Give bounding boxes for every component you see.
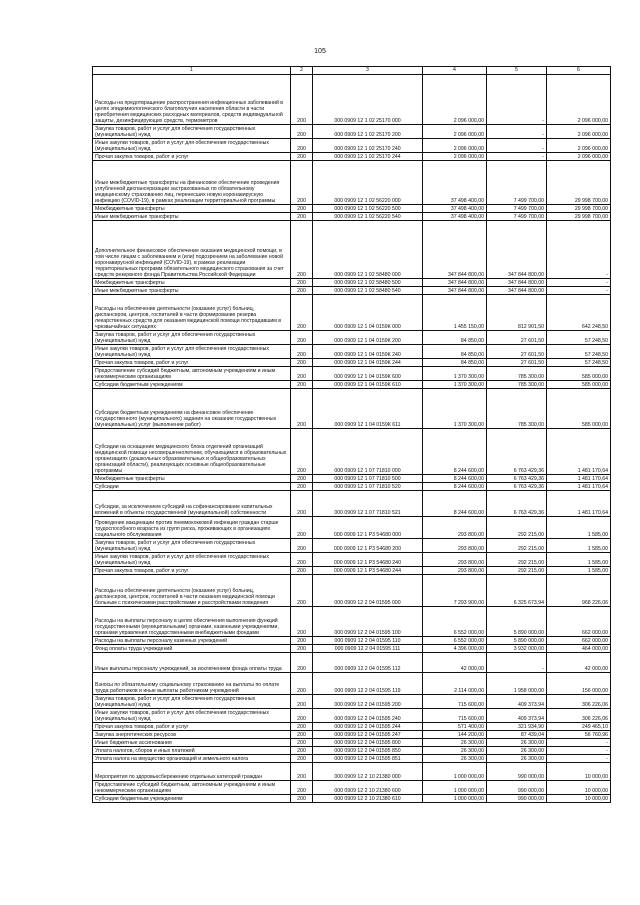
row-executed-cell: 292 215,00: [487, 539, 547, 553]
column-header: 1: [93, 67, 291, 75]
table-row: [93, 359, 611, 367]
table-row: [93, 139, 611, 153]
row-name-cell: Межбюджетные трансферты: [93, 205, 291, 213]
row-executed-cell: 7 499 700,00: [487, 205, 547, 213]
row-remainder-cell: 1 481 170,64: [547, 491, 611, 517]
row-name-cell: Расходы на выплаты персоналу в целях обеспечения выполнения функций государственными (муниципальными) органами, казенными учреждениями, органами управления государственными внебюджетными фондами: [93, 607, 291, 637]
row-executed-cell: 5 890 000,00: [487, 637, 547, 645]
row-code-cell: 200: [291, 539, 313, 553]
row-code-cell: 200: [291, 381, 313, 389]
row-kbk-cell: 000 0909 12 1 04 0159К 600: [313, 367, 423, 381]
table-body: [93, 75, 611, 803]
row-name-cell: Иные закупки товаров, работ и услуг для обеспечения государственных (муниципальных) нужд: [93, 553, 291, 567]
table-row: [93, 739, 611, 747]
row-remainder-cell: 1 481 170,64: [547, 475, 611, 483]
row-executed-cell: 5 890 000,00: [487, 607, 547, 637]
row-executed-cell: 6 763 429,36: [487, 429, 547, 475]
table-row: [93, 709, 611, 723]
row-code-cell: 200: [291, 359, 313, 367]
row-amount-cell: 8 244 600,00: [423, 429, 487, 475]
row-code-cell: 200: [291, 139, 313, 153]
table-row: [93, 517, 611, 539]
row-amount-cell: 8 244 600,00: [423, 475, 487, 483]
table-row: [93, 539, 611, 553]
row-code-cell: 200: [291, 731, 313, 739]
row-executed-cell: 87 439,04: [487, 731, 547, 739]
table-row: [93, 491, 611, 517]
row-name-cell: Иные бюджетные ассигнования: [93, 739, 291, 747]
row-name-cell: Проведение вакцинации против пневмококковой инфекции граждан старше трудоспособного возраста из групп риска, проживающих в организациях социального обслуживания: [93, 517, 291, 539]
row-kbk-cell: 000 0909 12 2 04 01595 200: [313, 695, 423, 709]
row-remainder-cell: 585 000,00: [547, 389, 611, 429]
row-amount-cell: 2 096 000,00: [423, 139, 487, 153]
row-name-cell: Расходы на предотвращение распространения инфекционных заболеваний в целях эпидемиологического благополучия населения области в части приобретения медицинских расходных материалов, средств индивидуальной защиты, дезинфицирующих средств, термометров: [93, 75, 291, 125]
row-executed-cell: 785 300,00: [487, 367, 547, 381]
table-row: [93, 221, 611, 279]
table-row: [93, 763, 611, 781]
row-amount-cell: 42 000,00: [423, 653, 487, 673]
table-row: [93, 483, 611, 491]
row-executed-cell: 7 499 700,00: [487, 213, 547, 221]
row-amount-cell: 6 552 000,00: [423, 607, 487, 637]
row-executed-cell: 3 932 000,00: [487, 645, 547, 653]
table-row: [93, 153, 611, 161]
row-remainder-cell: -: [547, 739, 611, 747]
row-executed-cell: -: [487, 153, 547, 161]
row-code-cell: 200: [291, 75, 313, 125]
row-remainder-cell: 968 226,06: [547, 575, 611, 607]
row-kbk-cell: 000 0909 12 1 07 71810 500: [313, 475, 423, 483]
row-kbk-cell: 000 0909 12 1 P3 54680 000: [313, 517, 423, 539]
row-amount-cell: 293 800,00: [423, 517, 487, 539]
row-executed-cell: 26 300,00: [487, 739, 547, 747]
row-code-cell: 200: [291, 607, 313, 637]
row-amount-cell: 571 400,00: [423, 723, 487, 731]
row-name-cell: Иные межбюджетные трансферты: [93, 213, 291, 221]
row-name-cell: Уплата налога на имущество организаций и земельного налога: [93, 755, 291, 763]
row-remainder-cell: 56 760,96: [547, 731, 611, 739]
row-kbk-cell: 000 0909 12 1 P3 54680 200: [313, 539, 423, 553]
column-header: 6: [547, 67, 611, 75]
row-code-cell: 200: [291, 795, 313, 803]
page-number: 105: [314, 48, 326, 55]
row-kbk-cell: 000 0909 12 1 02 58480 500: [313, 279, 423, 287]
row-remainder-cell: 57 248,50: [547, 331, 611, 345]
row-kbk-cell: 000 0909 12 1 02 25170 000: [313, 75, 423, 125]
row-executed-cell: 347 844 800,00: [487, 287, 547, 295]
row-kbk-cell: 000 0909 12 2 04 01595 112: [313, 653, 423, 673]
row-remainder-cell: 585 000,00: [547, 381, 611, 389]
row-remainder-cell: 306 226,06: [547, 709, 611, 723]
row-remainder-cell: -: [547, 221, 611, 279]
table-row: [93, 367, 611, 381]
row-amount-cell: 347 844 800,00: [423, 287, 487, 295]
row-kbk-cell: 000 0909 12 2 04 01595 850: [313, 747, 423, 755]
row-remainder-cell: 1 481 170,64: [547, 429, 611, 475]
row-remainder-cell: 10 000,00: [547, 795, 611, 803]
row-name-cell: Закупка товаров, работ и услуг для обеспечения государственных (муниципальных) нужд: [93, 125, 291, 139]
row-name-cell: Предоставление субсидий бюджетным, автономным учреждениям и иным некоммерческим организациям: [93, 367, 291, 381]
table-row: [93, 161, 611, 205]
row-amount-cell: 4 396 000,00: [423, 645, 487, 653]
row-amount-cell: 84 850,00: [423, 331, 487, 345]
row-amount-cell: 26 300,00: [423, 755, 487, 763]
row-remainder-cell: -: [547, 747, 611, 755]
row-executed-cell: 292 215,00: [487, 517, 547, 539]
row-remainder-cell: 57 248,50: [547, 359, 611, 367]
row-amount-cell: 1 000 000,00: [423, 781, 487, 795]
row-remainder-cell: 1 481 170,64: [547, 483, 611, 491]
row-executed-cell: 26 300,00: [487, 755, 547, 763]
row-name-cell: Прочая закупка товаров, работ и услуг: [93, 359, 291, 367]
row-name-cell: Субсидии бюджетным учреждениям: [93, 795, 291, 803]
row-amount-cell: 26 300,00: [423, 739, 487, 747]
row-name-cell: Прочая закупка товаров, работ и услуг: [93, 153, 291, 161]
table-row: [93, 673, 611, 695]
table-row: [93, 213, 611, 221]
row-amount-cell: 2 114 000,00: [423, 673, 487, 695]
row-executed-cell: 321 934,90: [487, 723, 547, 731]
row-code-cell: 200: [291, 637, 313, 645]
row-remainder-cell: 29 998 700,00: [547, 205, 611, 213]
row-kbk-cell: 000 0909 12 1 07 71810 520: [313, 483, 423, 491]
table-row: [93, 287, 611, 295]
row-code-cell: 200: [291, 747, 313, 755]
row-name-cell: Межбюджетные трансферты: [93, 475, 291, 483]
row-kbk-cell: 000 0909 12 1 04 0159К 240: [313, 345, 423, 359]
row-remainder-cell: 585 000,00: [547, 367, 611, 381]
row-code-cell: 200: [291, 653, 313, 673]
row-amount-cell: 2 096 000,00: [423, 125, 487, 139]
row-remainder-cell: -: [547, 287, 611, 295]
row-code-cell: 200: [291, 483, 313, 491]
row-remainder-cell: 306 226,06: [547, 695, 611, 709]
row-code-cell: 200: [291, 153, 313, 161]
row-executed-cell: 990 000,00: [487, 763, 547, 781]
table-row: [93, 747, 611, 755]
row-kbk-cell: 000 0909 12 1 02 58480 540: [313, 287, 423, 295]
row-code-cell: 200: [291, 763, 313, 781]
row-amount-cell: 1 370 300,00: [423, 367, 487, 381]
row-executed-cell: 6 325 673,94: [487, 575, 547, 607]
row-kbk-cell: 000 0909 12 2 04 01595 111: [313, 645, 423, 653]
row-code-cell: 200: [291, 695, 313, 709]
table-row: [93, 795, 611, 803]
row-code-cell: 200: [291, 739, 313, 747]
row-executed-cell: 6 763 429,36: [487, 483, 547, 491]
table-row: [93, 475, 611, 483]
row-remainder-cell: 1 585,00: [547, 567, 611, 575]
table-row: [93, 553, 611, 567]
row-code-cell: 200: [291, 491, 313, 517]
row-executed-cell: 785 300,00: [487, 389, 547, 429]
row-remainder-cell: 2 096 000,00: [547, 125, 611, 139]
row-name-cell: Прочая закупка товаров, работ и услуг: [93, 567, 291, 575]
table-row: [93, 695, 611, 709]
column-header: 4: [423, 67, 487, 75]
row-remainder-cell: 2 096 000,00: [547, 139, 611, 153]
row-amount-cell: 144 200,00: [423, 731, 487, 739]
row-amount-cell: 293 800,00: [423, 553, 487, 567]
table-row: [93, 755, 611, 763]
table-row: [93, 723, 611, 731]
table-row: [93, 637, 611, 645]
row-code-cell: 200: [291, 567, 313, 575]
row-remainder-cell: 29 998 700,00: [547, 213, 611, 221]
row-kbk-cell: 000 0909 12 1 04 0159К 000: [313, 295, 423, 331]
budget-table: [92, 66, 611, 803]
row-kbk-cell: 000 0909 12 2 04 01595 110: [313, 637, 423, 645]
row-name-cell: Закупка энергетических ресурсов: [93, 731, 291, 739]
row-remainder-cell: -: [547, 279, 611, 287]
row-name-cell: Расходы на обеспечение деятельности (оказание услуг) больниц, диспансеров, центров, госпиталей в части формирование резерва лекарственных средств для оказания медицинской помощи пострадавшим в чрезвычайных ситуациях: [93, 295, 291, 331]
row-remainder-cell: 1 585,00: [547, 517, 611, 539]
row-remainder-cell: 29 998 700,00: [547, 161, 611, 205]
row-amount-cell: 37 498 400,00: [423, 213, 487, 221]
table-row: [93, 429, 611, 475]
row-name-cell: Предоставление субсидий бюджетным, автономным учреждениям и иным некоммерческим организациям: [93, 781, 291, 795]
row-code-cell: 200: [291, 221, 313, 279]
row-name-cell: Субсидии: [93, 483, 291, 491]
row-amount-cell: 84 850,00: [423, 359, 487, 367]
row-executed-cell: -: [487, 125, 547, 139]
row-name-cell: Иные межбюджетные трансферты: [93, 287, 291, 295]
row-name-cell: Субсидии бюджетным учреждениям на финансовое обеспечение государственного (муниципального) задания на оказание государственных (муниципальных) услуг (выполнение работ): [93, 389, 291, 429]
row-code-cell: 200: [291, 331, 313, 345]
row-code-cell: 200: [291, 367, 313, 381]
row-amount-cell: 2 096 000,00: [423, 153, 487, 161]
row-amount-cell: 293 800,00: [423, 539, 487, 553]
row-executed-cell: 1 958 000,00: [487, 673, 547, 695]
table-row: [93, 575, 611, 607]
row-executed-cell: 785 300,00: [487, 381, 547, 389]
row-executed-cell: 26 300,00: [487, 747, 547, 755]
row-amount-cell: 715 600,00: [423, 709, 487, 723]
row-kbk-cell: 000 0909 12 2 10 21380 000: [313, 763, 423, 781]
row-kbk-cell: 000 0909 12 1 04 0159К 611: [313, 389, 423, 429]
row-name-cell: Закупка товаров, работ и услуг для обеспечения государственных (муниципальных) нужд: [93, 695, 291, 709]
row-amount-cell: 1 370 300,00: [423, 381, 487, 389]
row-amount-cell: 8 244 600,00: [423, 483, 487, 491]
row-executed-cell: 990 000,00: [487, 795, 547, 803]
row-remainder-cell: 2 096 000,00: [547, 75, 611, 125]
row-amount-cell: 1 370 300,00: [423, 389, 487, 429]
row-code-cell: 200: [291, 755, 313, 763]
row-name-cell: Фонд оплаты труда учреждений: [93, 645, 291, 653]
row-executed-cell: 6 763 429,36: [487, 475, 547, 483]
table-row: [93, 567, 611, 575]
row-remainder-cell: 1 585,00: [547, 553, 611, 567]
row-name-cell: Субсидии бюджетным учреждениям: [93, 381, 291, 389]
row-kbk-cell: 000 0909 12 1 02 25170 200: [313, 125, 423, 139]
row-name-cell: Дополнительное финансовое обеспечение оказания медицинской помощи, в том числе лицам с заболеванием и (или) подозрением на заболевание новой коронавирусной инфекцией (COVID-19), в рамках реализации территориальных программ обязательного медицинского страхования за счет средств резервного фонда Правительства Российской Федерации: [93, 221, 291, 279]
row-code-cell: 200: [291, 161, 313, 205]
table-row: [93, 653, 611, 673]
row-name-cell: Прочая закупка товаров, работ и услуг: [93, 723, 291, 731]
table-row: [93, 279, 611, 287]
row-kbk-cell: 000 0909 12 2 04 01595 000: [313, 575, 423, 607]
row-kbk-cell: 000 0909 12 1 P3 54680 240: [313, 553, 423, 567]
row-name-cell: Взносы по обязательному социальному страхованию на выплаты по оплате труда работников и иные выплаты работникам учреждений: [93, 673, 291, 695]
row-name-cell: Иные закупки товаров, работ и услуг для обеспечения государственных (муниципальных) нужд: [93, 139, 291, 153]
row-kbk-cell: 000 0909 12 2 04 01595 100: [313, 607, 423, 637]
row-amount-cell: 37 498 400,00: [423, 205, 487, 213]
table-row: [93, 295, 611, 331]
row-kbk-cell: 000 0909 12 1 02 56220 540: [313, 213, 423, 221]
row-executed-cell: -: [487, 75, 547, 125]
row-name-cell: Расходы на выплаты персоналу казенных учреждений: [93, 637, 291, 645]
row-executed-cell: 812 901,50: [487, 295, 547, 331]
row-kbk-cell: 000 0909 12 1 07 71810 521: [313, 491, 423, 517]
row-remainder-cell: 662 000,00: [547, 607, 611, 637]
row-executed-cell: 347 844 800,00: [487, 279, 547, 287]
table-row: [93, 75, 611, 125]
row-name-cell: Расходы на обеспечение деятельности (оказание услуг) больниц, диспансеров, центров, госпиталей в части оказания медицинской помощи больным с психическими расстройствами и расстройствами поведения: [93, 575, 291, 607]
row-remainder-cell: 1 585,00: [547, 539, 611, 553]
row-kbk-cell: 000 0909 12 1 07 71810 000: [313, 429, 423, 475]
row-remainder-cell: 57 248,50: [547, 345, 611, 359]
row-kbk-cell: 000 0909 12 1 02 56220 000: [313, 161, 423, 205]
row-executed-cell: 27 601,50: [487, 345, 547, 359]
row-code-cell: 200: [291, 213, 313, 221]
row-kbk-cell: 000 0909 12 1 04 0159К 200: [313, 331, 423, 345]
table-row: [93, 607, 611, 637]
row-code-cell: 200: [291, 279, 313, 287]
row-code-cell: 200: [291, 645, 313, 653]
row-amount-cell: 1 455 150,00: [423, 295, 487, 331]
row-kbk-cell: 000 0909 12 1 02 25170 244: [313, 153, 423, 161]
row-kbk-cell: 000 0909 12 1 04 0159К 244: [313, 359, 423, 367]
table-row: [93, 205, 611, 213]
column-header: 5: [487, 67, 547, 75]
table-row: [93, 389, 611, 429]
row-amount-cell: 84 850,00: [423, 345, 487, 359]
row-name-cell: Иные закупки товаров, работ и услуг для обеспечения государственных (муниципальных) нужд: [93, 345, 291, 359]
row-kbk-cell: 000 0909 12 2 04 01595 240: [313, 709, 423, 723]
row-executed-cell: 409 373,94: [487, 709, 547, 723]
row-name-cell: Иные межбюджетные трансферты на финансовое обеспечение проведения углубленной диспансеризации застрахованных по обязательному медицинскому страхованию лиц, перенесших новую коронавирусную инфекцию (COVID-19), в рамках реализации территориальной программы: [93, 161, 291, 205]
row-code-cell: 200: [291, 389, 313, 429]
row-kbk-cell: 000 0909 12 1 04 0159К 610: [313, 381, 423, 389]
table-row: [93, 331, 611, 345]
row-remainder-cell: 249 465,10: [547, 723, 611, 731]
row-name-cell: Субсидии, за исключением субсидий на софинансирование капитальных вложений в объекты государственной (муниципальной) собственности: [93, 491, 291, 517]
row-kbk-cell: 000 0909 12 2 04 01595 851: [313, 755, 423, 763]
column-header: 2: [291, 67, 313, 75]
row-kbk-cell: 000 0909 12 2 04 01595 800: [313, 739, 423, 747]
row-amount-cell: 6 552 000,00: [423, 637, 487, 645]
row-name-cell: Закупка товаров, работ и услуг для обеспечения государственных (муниципальных) нужд: [93, 539, 291, 553]
row-name-cell: Закупка товаров, работ и услуг для обеспечения государственных (муниципальных) нужд: [93, 331, 291, 345]
row-kbk-cell: 000 0909 12 1 02 56220 500: [313, 205, 423, 213]
row-executed-cell: -: [487, 653, 547, 673]
row-amount-cell: 2 096 000,00: [423, 75, 487, 125]
row-kbk-cell: 000 0909 12 2 04 01595 247: [313, 731, 423, 739]
row-code-cell: 200: [291, 723, 313, 731]
row-kbk-cell: 000 0909 12 1 P3 54680 244: [313, 567, 423, 575]
row-code-cell: 200: [291, 345, 313, 359]
row-remainder-cell: 156 000,00: [547, 673, 611, 695]
row-executed-cell: 27 601,50: [487, 331, 547, 345]
row-code-cell: 200: [291, 295, 313, 331]
row-code-cell: 200: [291, 673, 313, 695]
row-remainder-cell: 662 000,00: [547, 637, 611, 645]
row-code-cell: 200: [291, 553, 313, 567]
row-kbk-cell: 000 0909 12 2 04 01595 119: [313, 673, 423, 695]
row-executed-cell: 409 373,94: [487, 695, 547, 709]
row-amount-cell: 1 000 000,00: [423, 763, 487, 781]
row-executed-cell: 292 215,00: [487, 553, 547, 567]
row-amount-cell: 37 498 400,00: [423, 161, 487, 205]
row-kbk-cell: 000 0909 12 1 02 58480 000: [313, 221, 423, 279]
row-executed-cell: 7 499 700,00: [487, 161, 547, 205]
row-remainder-cell: 2 096 000,00: [547, 153, 611, 161]
row-executed-cell: 990 000,00: [487, 781, 547, 795]
row-code-cell: 200: [291, 781, 313, 795]
row-code-cell: 200: [291, 125, 313, 139]
row-remainder-cell: -: [547, 755, 611, 763]
row-amount-cell: 293 800,00: [423, 567, 487, 575]
row-name-cell: Субсидии на оснащение медицинского блока отделений организаций медицинской помощи несовершеннолетним, обучающимся в образовательных организациях (дошкольных образовательных и общеобразовательных организаций области), реализующих основные общеобразовательные программы: [93, 429, 291, 475]
row-code-cell: 200: [291, 475, 313, 483]
row-kbk-cell: 000 0909 12 2 10 21380 600: [313, 781, 423, 795]
row-name-cell: Уплата налогов, сборов и иных платежей: [93, 747, 291, 755]
row-code-cell: 200: [291, 575, 313, 607]
row-remainder-cell: 42 000,00: [547, 653, 611, 673]
row-kbk-cell: 000 0909 12 2 04 01595 244: [313, 723, 423, 731]
row-kbk-cell: 000 0909 12 1 02 25170 240: [313, 139, 423, 153]
table-row: [93, 731, 611, 739]
row-amount-cell: 347 844 800,00: [423, 221, 487, 279]
row-executed-cell: 292 215,00: [487, 567, 547, 575]
table-row: [93, 645, 611, 653]
row-executed-cell: 6 763 429,36: [487, 491, 547, 517]
table-row: [93, 125, 611, 139]
column-header: 3: [313, 67, 423, 75]
row-kbk-cell: 000 0909 12 2 10 21380 610: [313, 795, 423, 803]
row-executed-cell: -: [487, 139, 547, 153]
row-amount-cell: 1 000 000,00: [423, 795, 487, 803]
row-executed-cell: 347 844 800,00: [487, 221, 547, 279]
table-header-row: [93, 67, 611, 75]
row-code-cell: 200: [291, 517, 313, 539]
row-remainder-cell: 464 000,00: [547, 645, 611, 653]
row-amount-cell: 26 300,00: [423, 747, 487, 755]
row-remainder-cell: 10 000,00: [547, 781, 611, 795]
table-row: [93, 345, 611, 359]
row-amount-cell: 7 293 900,00: [423, 575, 487, 607]
row-code-cell: 200: [291, 287, 313, 295]
table-row: [93, 781, 611, 795]
row-amount-cell: 8 244 600,00: [423, 491, 487, 517]
table-row: [93, 381, 611, 389]
row-name-cell: Иные выплаты персоналу учреждений, за исключением фонда оплаты труда: [93, 653, 291, 673]
row-name-cell: Межбюджетные трансферты: [93, 279, 291, 287]
row-code-cell: 200: [291, 429, 313, 475]
row-remainder-cell: 642 248,50: [547, 295, 611, 331]
row-name-cell: Мероприятия по здоровьесбережению отдельных категорий граждан: [93, 763, 291, 781]
row-amount-cell: 715 600,00: [423, 695, 487, 709]
row-name-cell: Иные закупки товаров, работ и услуг для обеспечения государственных (муниципальных) нужд: [93, 709, 291, 723]
row-amount-cell: 347 844 800,00: [423, 279, 487, 287]
row-executed-cell: 27 601,50: [487, 359, 547, 367]
row-remainder-cell: 10 000,00: [547, 763, 611, 781]
row-code-cell: 200: [291, 709, 313, 723]
row-code-cell: 200: [291, 205, 313, 213]
